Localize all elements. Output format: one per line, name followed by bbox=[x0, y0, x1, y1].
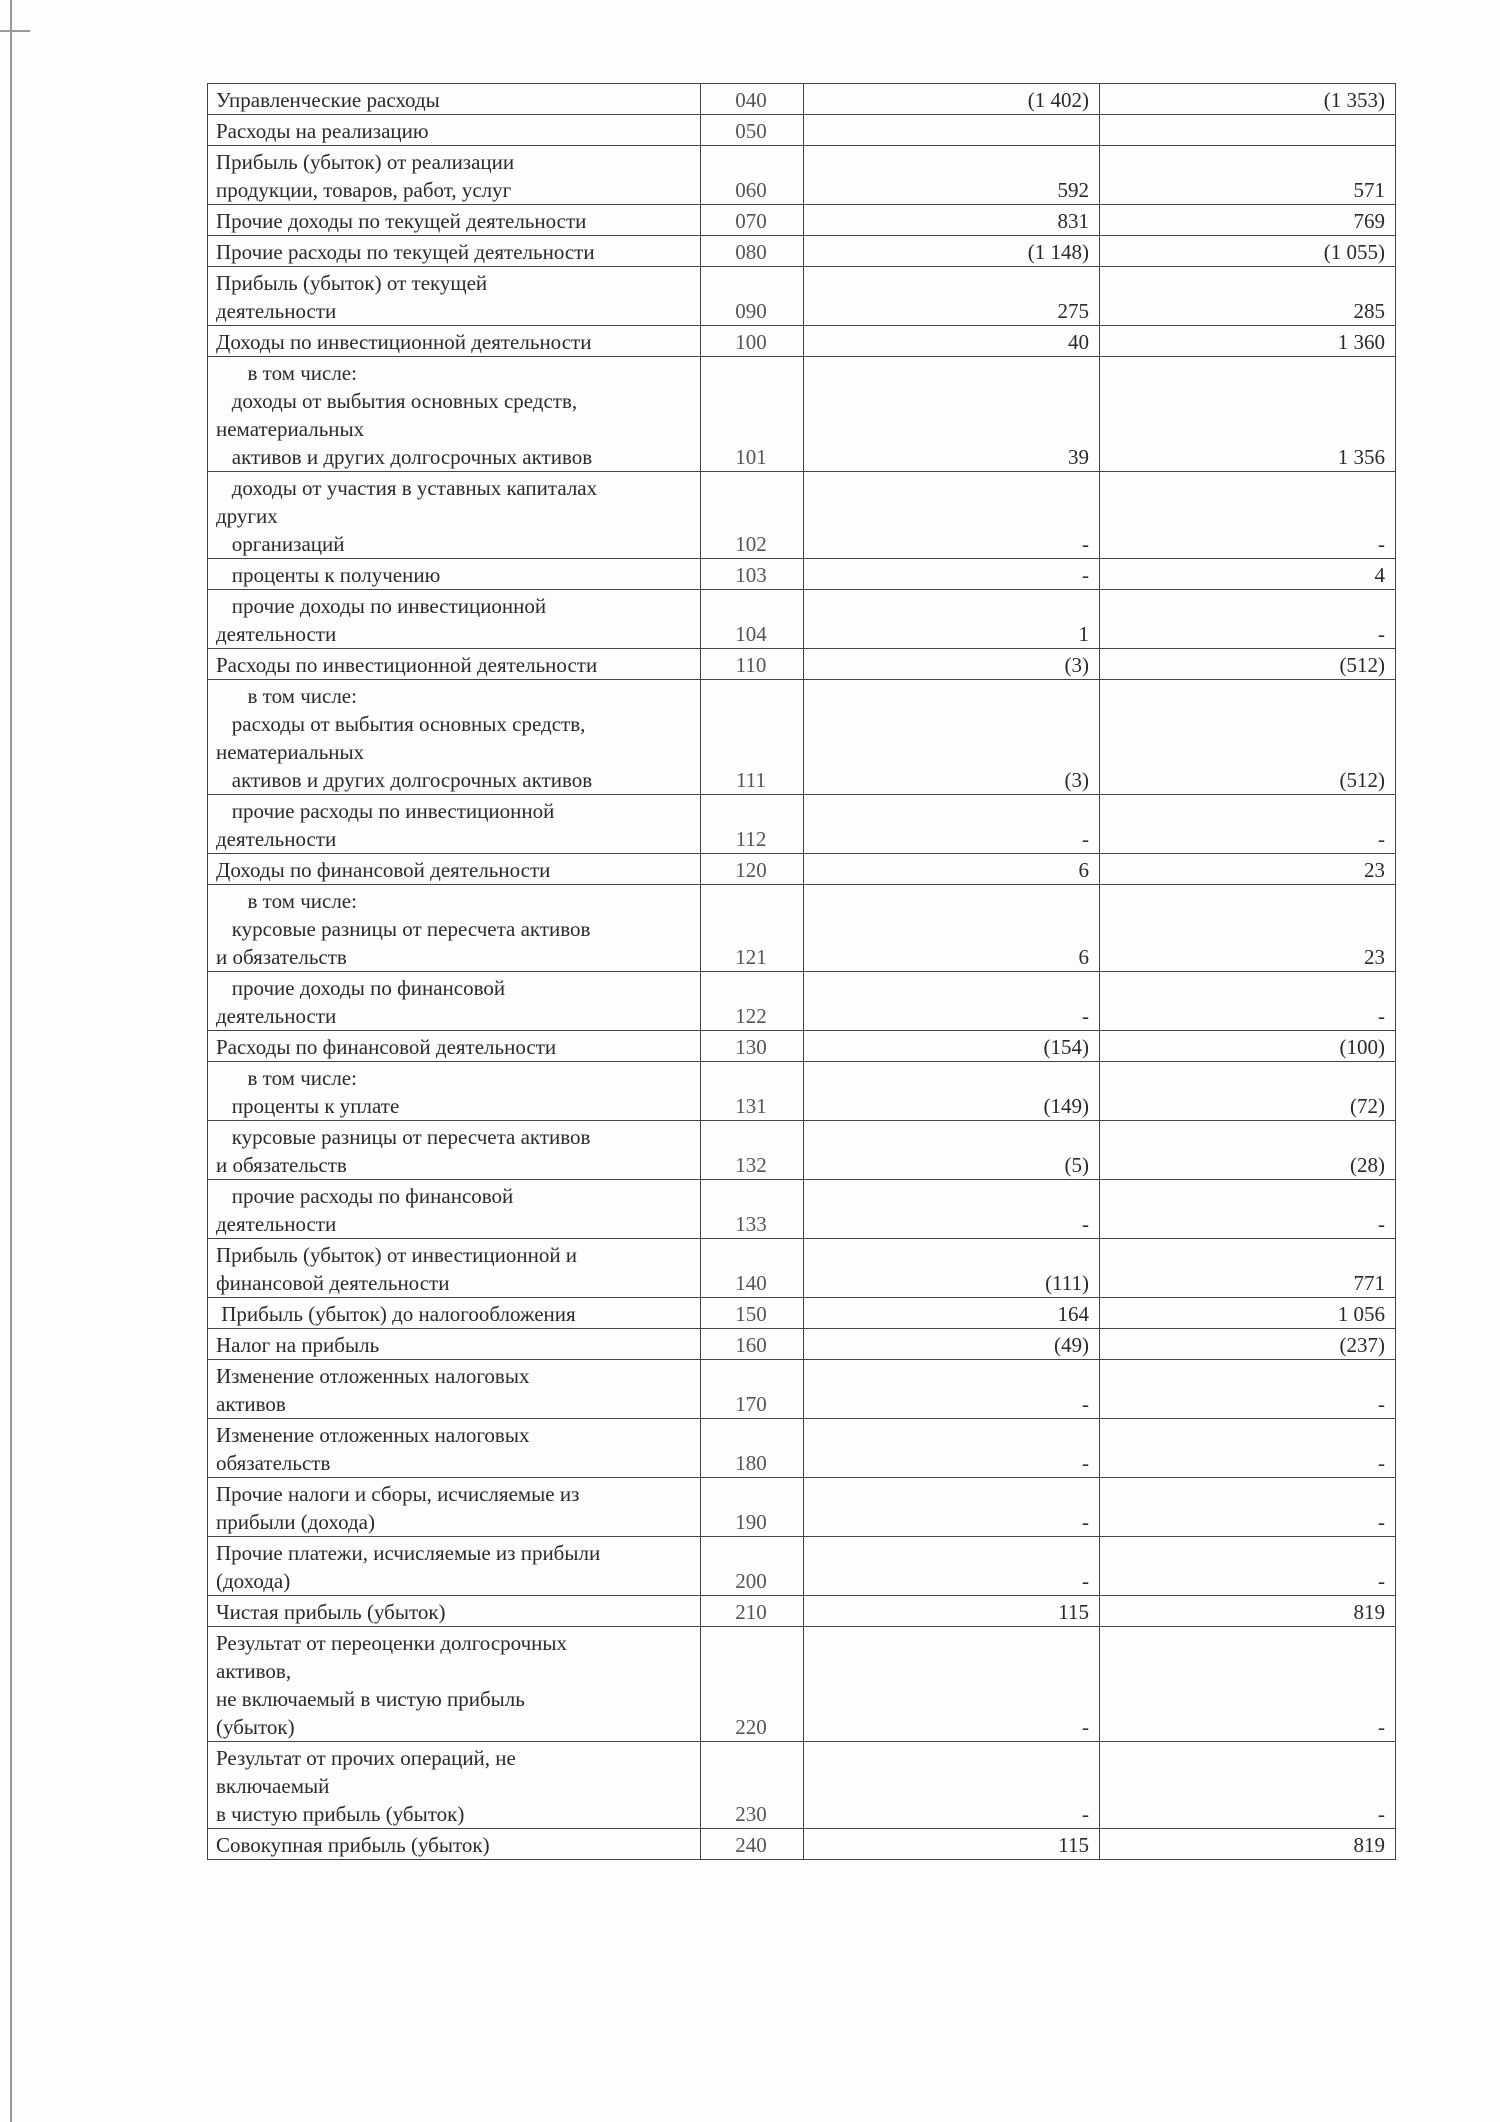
row-code: 101 bbox=[701, 357, 804, 472]
table-row bbox=[208, 972, 1396, 1031]
row-label-line: нематериальных bbox=[216, 740, 365, 764]
row-code: 121 bbox=[701, 885, 804, 972]
row-code: 122 bbox=[701, 972, 804, 1031]
row-label-line: доходы от выбытия основных средств, bbox=[216, 389, 578, 413]
table-row bbox=[208, 649, 1396, 680]
row-label bbox=[208, 326, 701, 357]
row-label bbox=[208, 1596, 701, 1627]
row-label bbox=[208, 84, 701, 115]
row-code: 050 bbox=[701, 115, 804, 146]
row-label-line: Доходы по финансовой деятельности bbox=[216, 858, 551, 882]
table-row bbox=[208, 1537, 1396, 1596]
previous-period-value bbox=[1100, 115, 1396, 146]
previous-period-value: (512) bbox=[1100, 680, 1396, 795]
row-label bbox=[208, 236, 701, 267]
table-row bbox=[208, 590, 1396, 649]
row-code: 103 bbox=[701, 559, 804, 590]
row-label-line: деятельности bbox=[216, 827, 337, 851]
current-period-value: 115 bbox=[804, 1596, 1100, 1627]
row-label bbox=[208, 267, 701, 326]
row-code: 111 bbox=[701, 680, 804, 795]
previous-period-value: - bbox=[1100, 795, 1396, 854]
row-code: 190 bbox=[701, 1478, 804, 1537]
row-label bbox=[208, 205, 701, 236]
previous-period-value: 771 bbox=[1100, 1239, 1396, 1298]
table-row bbox=[208, 559, 1396, 590]
table-row bbox=[208, 1627, 1396, 1742]
row-label-line: обязательств bbox=[216, 1451, 331, 1475]
row-label-line: Прибыль (убыток) от инвестиционной и bbox=[216, 1243, 578, 1267]
table-row bbox=[208, 885, 1396, 972]
row-code: 160 bbox=[701, 1329, 804, 1360]
current-period-value: 1 bbox=[804, 590, 1100, 649]
row-label-line: деятельности bbox=[216, 622, 337, 646]
row-label bbox=[208, 590, 701, 649]
row-label-line: деятельности bbox=[216, 1004, 337, 1028]
table-row bbox=[208, 1031, 1396, 1062]
current-period-value: 6 bbox=[804, 854, 1100, 885]
current-period-value: - bbox=[804, 472, 1100, 559]
row-label-line: проценты к уплате bbox=[216, 1094, 400, 1118]
row-label bbox=[208, 795, 701, 854]
previous-period-value: 1 056 bbox=[1100, 1298, 1396, 1329]
row-code: 220 bbox=[701, 1627, 804, 1742]
row-label-line: и обязательств bbox=[216, 945, 347, 969]
row-label-line: (дохода) bbox=[216, 1569, 291, 1593]
row-code: 102 bbox=[701, 472, 804, 559]
previous-period-value: (72) bbox=[1100, 1062, 1396, 1121]
current-period-value: - bbox=[804, 795, 1100, 854]
row-label bbox=[208, 1180, 701, 1239]
row-label-line: Изменение отложенных налоговых bbox=[216, 1364, 530, 1388]
row-label-line: в том числе: bbox=[216, 889, 357, 913]
current-period-value bbox=[804, 115, 1100, 146]
row-label-line: прочие расходы по финансовой bbox=[216, 1184, 514, 1208]
row-label-line: в том числе: bbox=[216, 684, 357, 708]
current-period-value: (3) bbox=[804, 649, 1100, 680]
row-code: 210 bbox=[701, 1596, 804, 1627]
table-row bbox=[208, 1829, 1396, 1860]
row-code: 131 bbox=[701, 1062, 804, 1121]
table-row bbox=[208, 1121, 1396, 1180]
current-period-value: 115 bbox=[804, 1829, 1100, 1860]
row-label-line: Управленческие расходы bbox=[216, 88, 440, 112]
row-code: 110 bbox=[701, 649, 804, 680]
row-label bbox=[208, 972, 701, 1031]
row-label bbox=[208, 1742, 701, 1829]
previous-period-value: 23 bbox=[1100, 885, 1396, 972]
current-period-value: (49) bbox=[804, 1329, 1100, 1360]
row-label bbox=[208, 1329, 701, 1360]
row-label-line: Прочие платежи, исчисляемые из прибыли bbox=[216, 1541, 601, 1565]
row-label bbox=[208, 1062, 701, 1121]
row-label bbox=[208, 146, 701, 205]
table-row bbox=[208, 115, 1396, 146]
previous-period-value: 769 bbox=[1100, 205, 1396, 236]
previous-period-value: 1 360 bbox=[1100, 326, 1396, 357]
row-label bbox=[208, 357, 701, 472]
row-label bbox=[208, 1627, 701, 1742]
row-label-line: нематериальных bbox=[216, 417, 365, 441]
current-period-value: (154) bbox=[804, 1031, 1100, 1062]
previous-period-value: - bbox=[1100, 590, 1396, 649]
current-period-value: (5) bbox=[804, 1121, 1100, 1180]
previous-period-value: 571 bbox=[1100, 146, 1396, 205]
current-period-value: (1 148) bbox=[804, 236, 1100, 267]
income-statement-table bbox=[207, 83, 1396, 1860]
scan-edge-left bbox=[10, 0, 12, 2122]
current-period-value: - bbox=[804, 1478, 1100, 1537]
table-row bbox=[208, 1596, 1396, 1627]
row-label-line: Чистая прибыль (убыток) bbox=[216, 1600, 446, 1624]
row-label-line: Прибыль (убыток) от текущей bbox=[216, 271, 488, 295]
table-row bbox=[208, 1742, 1396, 1829]
row-label-line: и обязательств bbox=[216, 1153, 347, 1177]
previous-period-value: - bbox=[1100, 1180, 1396, 1239]
current-period-value: - bbox=[804, 972, 1100, 1031]
previous-period-value: 23 bbox=[1100, 854, 1396, 885]
table-row bbox=[208, 205, 1396, 236]
row-label-line: расходы от выбытия основных средств, bbox=[216, 712, 586, 736]
row-label-line: организаций bbox=[216, 532, 345, 556]
row-label-line: Налог на прибыль bbox=[216, 1333, 380, 1357]
row-label-line: Прочие расходы по текущей деятельности bbox=[216, 240, 595, 264]
row-code: 180 bbox=[701, 1419, 804, 1478]
row-label bbox=[208, 1298, 701, 1329]
current-period-value: 592 bbox=[804, 146, 1100, 205]
row-label-line: Прочие доходы по текущей деятельности bbox=[216, 209, 587, 233]
current-period-value: - bbox=[804, 1180, 1100, 1239]
previous-period-value: - bbox=[1100, 1627, 1396, 1742]
row-label-line: в чистую прибыль (убыток) bbox=[216, 1802, 465, 1826]
scan-edge-top bbox=[0, 30, 30, 32]
row-label-line: финансовой деятельности bbox=[216, 1271, 450, 1295]
current-period-value: (149) bbox=[804, 1062, 1100, 1121]
row-code: 130 bbox=[701, 1031, 804, 1062]
previous-period-value: - bbox=[1100, 1419, 1396, 1478]
row-code: 080 bbox=[701, 236, 804, 267]
previous-period-value: (1 353) bbox=[1100, 84, 1396, 115]
previous-period-value: 1 356 bbox=[1100, 357, 1396, 472]
current-period-value: (111) bbox=[804, 1239, 1100, 1298]
row-label-line: деятельности bbox=[216, 1212, 337, 1236]
row-label-line: Совокупная прибыль (убыток) bbox=[216, 1833, 490, 1857]
current-period-value: 275 bbox=[804, 267, 1100, 326]
row-label-line: Прибыль (убыток) от реализации bbox=[216, 150, 515, 174]
previous-period-value: - bbox=[1100, 1742, 1396, 1829]
previous-period-value: (512) bbox=[1100, 649, 1396, 680]
table-row bbox=[208, 1360, 1396, 1419]
income-statement-body bbox=[208, 84, 1396, 1860]
current-period-value: 39 bbox=[804, 357, 1100, 472]
row-label bbox=[208, 885, 701, 972]
current-period-value: - bbox=[804, 1627, 1100, 1742]
previous-period-value: - bbox=[1100, 1537, 1396, 1596]
table-row bbox=[208, 357, 1396, 472]
current-period-value: (1 402) bbox=[804, 84, 1100, 115]
row-label-line: не включаемый в чистую прибыль bbox=[216, 1687, 525, 1711]
row-label-line: активов и других долгосрочных активов bbox=[216, 768, 593, 792]
row-label-line: деятельности bbox=[216, 299, 337, 323]
table-row bbox=[208, 1298, 1396, 1329]
row-label-line: продукции, товаров, работ, услуг bbox=[216, 178, 512, 202]
row-code: 240 bbox=[701, 1829, 804, 1860]
previous-period-value: (237) bbox=[1100, 1329, 1396, 1360]
row-label bbox=[208, 649, 701, 680]
table-row bbox=[208, 795, 1396, 854]
previous-period-value: - bbox=[1100, 1360, 1396, 1419]
row-label-line: в том числе: bbox=[216, 361, 357, 385]
table-row bbox=[208, 84, 1396, 115]
row-label bbox=[208, 115, 701, 146]
row-code: 200 bbox=[701, 1537, 804, 1596]
previous-period-value: 819 bbox=[1100, 1829, 1396, 1860]
row-code: 120 bbox=[701, 854, 804, 885]
row-label-line: в том числе: bbox=[216, 1066, 357, 1090]
previous-period-value: (28) bbox=[1100, 1121, 1396, 1180]
table-row bbox=[208, 1329, 1396, 1360]
table-row bbox=[208, 680, 1396, 795]
table-row bbox=[208, 146, 1396, 205]
previous-period-value: 819 bbox=[1100, 1596, 1396, 1627]
row-label-line: прочие доходы по инвестиционной bbox=[216, 594, 547, 618]
current-period-value: 40 bbox=[804, 326, 1100, 357]
row-code: 040 bbox=[701, 84, 804, 115]
current-period-value: - bbox=[804, 1419, 1100, 1478]
row-code: 150 bbox=[701, 1298, 804, 1329]
row-label-line: Результат от прочих операций, не bbox=[216, 1746, 516, 1770]
row-label-line: прибыли (дохода) bbox=[216, 1510, 375, 1534]
row-code: 133 bbox=[701, 1180, 804, 1239]
row-label bbox=[208, 1121, 701, 1180]
row-label-line: активов и других долгосрочных активов bbox=[216, 445, 593, 469]
table-row bbox=[208, 1419, 1396, 1478]
row-label-line: Доходы по инвестиционной деятельности bbox=[216, 330, 592, 354]
row-label-line: Расходы по финансовой деятельности bbox=[216, 1035, 557, 1059]
current-period-value: - bbox=[804, 1742, 1100, 1829]
row-label bbox=[208, 680, 701, 795]
row-label-line: проценты к получению bbox=[216, 563, 441, 587]
table-row bbox=[208, 854, 1396, 885]
row-code: 170 bbox=[701, 1360, 804, 1419]
table-row bbox=[208, 326, 1396, 357]
current-period-value: 831 bbox=[804, 205, 1100, 236]
previous-period-value: (100) bbox=[1100, 1031, 1396, 1062]
current-period-value: - bbox=[804, 1537, 1100, 1596]
row-label-line: других bbox=[216, 504, 278, 528]
row-label bbox=[208, 1031, 701, 1062]
table-row bbox=[208, 267, 1396, 326]
current-period-value: (3) bbox=[804, 680, 1100, 795]
current-period-value: 164 bbox=[804, 1298, 1100, 1329]
previous-period-value: 4 bbox=[1100, 559, 1396, 590]
row-label bbox=[208, 1239, 701, 1298]
table-row bbox=[208, 1062, 1396, 1121]
current-period-value: - bbox=[804, 1360, 1100, 1419]
row-label-line: прочие расходы по инвестиционной bbox=[216, 799, 555, 823]
row-label-line: курсовые разницы от пересчета активов bbox=[216, 917, 591, 941]
row-code: 230 bbox=[701, 1742, 804, 1829]
row-label-line: активов, bbox=[216, 1659, 292, 1683]
previous-period-value: - bbox=[1100, 1478, 1396, 1537]
row-code: 090 bbox=[701, 267, 804, 326]
table-row bbox=[208, 1478, 1396, 1537]
row-label bbox=[208, 1537, 701, 1596]
current-period-value: 6 bbox=[804, 885, 1100, 972]
previous-period-value: - bbox=[1100, 472, 1396, 559]
table-row bbox=[208, 236, 1396, 267]
table-row bbox=[208, 472, 1396, 559]
row-label-line: (убыток) bbox=[216, 1715, 295, 1739]
previous-period-value: 285 bbox=[1100, 267, 1396, 326]
row-label-line: Изменение отложенных налоговых bbox=[216, 1423, 530, 1447]
previous-period-value: - bbox=[1100, 972, 1396, 1031]
row-code: 112 bbox=[701, 795, 804, 854]
row-code: 132 bbox=[701, 1121, 804, 1180]
row-code: 140 bbox=[701, 1239, 804, 1298]
table-row bbox=[208, 1239, 1396, 1298]
row-label-line: доходы от участия в уставных капиталах bbox=[216, 476, 598, 500]
table-row bbox=[208, 1180, 1396, 1239]
row-code: 060 bbox=[701, 146, 804, 205]
previous-period-value: (1 055) bbox=[1100, 236, 1396, 267]
row-label bbox=[208, 1478, 701, 1537]
row-label bbox=[208, 1360, 701, 1419]
row-code: 104 bbox=[701, 590, 804, 649]
row-label bbox=[208, 1829, 701, 1860]
row-label bbox=[208, 1419, 701, 1478]
row-label-line: активов bbox=[216, 1392, 286, 1416]
row-label-line: Результат от переоценки долгосрочных bbox=[216, 1631, 568, 1655]
row-label bbox=[208, 472, 701, 559]
row-label-line: Расходы по инвестиционной деятельности bbox=[216, 653, 598, 677]
row-label-line: Расходы на реализацию bbox=[216, 119, 429, 143]
row-label-line: Прочие налоги и сборы, исчисляемые из bbox=[216, 1482, 580, 1506]
row-label-line: Прибыль (убыток) до налогообложения bbox=[216, 1302, 576, 1326]
row-code: 100 bbox=[701, 326, 804, 357]
row-code: 070 bbox=[701, 205, 804, 236]
row-label bbox=[208, 854, 701, 885]
current-period-value: - bbox=[804, 559, 1100, 590]
row-label-line: включаемый bbox=[216, 1774, 330, 1798]
row-label bbox=[208, 559, 701, 590]
row-label-line: прочие доходы по финансовой bbox=[216, 976, 506, 1000]
row-label-line: курсовые разницы от пересчета активов bbox=[216, 1125, 591, 1149]
